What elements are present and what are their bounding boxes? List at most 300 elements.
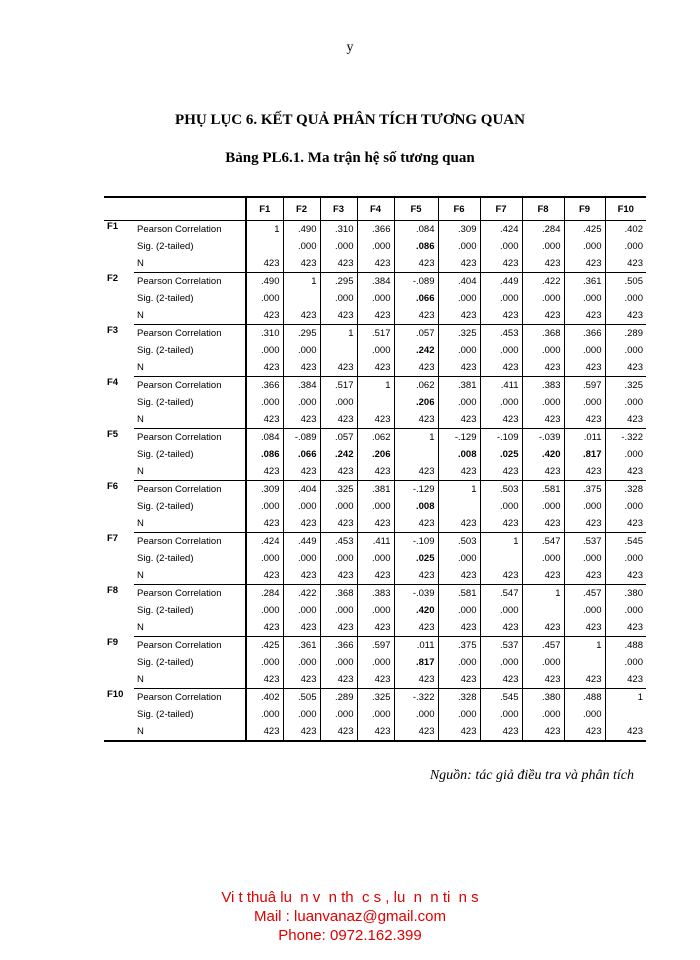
cell-n-f7: 423: [480, 255, 522, 273]
cell-pearson-f8: 1: [522, 585, 564, 603]
cell-pearson-f10: .325: [605, 377, 646, 395]
cell-n-f5: 423: [394, 411, 438, 429]
column-header-f4: F4: [357, 197, 394, 221]
cell-sig-f4: .000: [357, 654, 394, 671]
row-statistic-label: N: [134, 359, 246, 377]
row-statistic-label: Pearson Correlation: [137, 484, 222, 495]
cell-sig-f10: .000: [605, 290, 646, 307]
cell-n-f10: 423: [605, 411, 646, 429]
cell-n-f7: 423: [480, 515, 522, 533]
cell-sig-f8: .000: [522, 706, 564, 723]
cell-pearson-f7: .411: [480, 377, 522, 395]
table-row: [104, 342, 646, 359]
cell-n-f10: 423: [605, 463, 646, 481]
cell-n-f9: 423: [564, 567, 605, 585]
cell-pearson-f9: .537: [564, 533, 605, 551]
cell-pearson-f8: -.039: [522, 429, 564, 447]
cell-sig-f10: .000: [605, 238, 646, 255]
table-row: [104, 463, 646, 481]
row-statistic-label: N: [134, 411, 246, 429]
cell-pearson-f7: .503: [480, 481, 522, 499]
cell-sig-f4: .000: [357, 290, 394, 307]
column-header-f1: F1: [246, 197, 283, 221]
row-statistic-label: Sig. (2-tailed): [137, 241, 194, 252]
row-statistic-label: N: [134, 723, 246, 741]
cell-n-f5: 423: [394, 723, 438, 741]
cell-sig-f8: [522, 602, 564, 619]
footer-contact: [0, 888, 700, 945]
cell-pearson-f7: .547: [480, 585, 522, 603]
table-row: [104, 515, 646, 533]
cell-sig-f1: .000: [246, 498, 283, 515]
cell-n-f6: 423: [438, 307, 480, 325]
cell-sig-f2: .000: [283, 654, 320, 671]
cell-n-f3: 423: [320, 619, 357, 637]
footer-line-1: Vi t thuâ lu n v n th c s , lu n n ti n s: [221, 889, 479, 906]
cell-pearson-f10: .328: [605, 481, 646, 499]
row-statistic-label: N: [134, 463, 246, 481]
cell-sig-f7: .000: [480, 654, 522, 671]
column-header-f3: F3: [320, 197, 357, 221]
cell-sig-f8: .000: [522, 654, 564, 671]
row-statistic-label: N: [134, 307, 246, 325]
cell-pearson-f10: .488: [605, 637, 646, 655]
cell-n-f6: 423: [438, 515, 480, 533]
cell-sig-f4: .206: [357, 446, 394, 463]
cell-pearson-f2: 1: [283, 273, 320, 291]
cell-n-f10: 423: [605, 359, 646, 377]
cell-sig-f1: .000: [246, 654, 283, 671]
cell-pearson-f9: .375: [564, 481, 605, 499]
cell-pearson-f6: .309: [438, 221, 480, 239]
cell-sig-f3: [320, 342, 357, 359]
cell-n-f4: 423: [357, 255, 394, 273]
table-row: [104, 325, 646, 343]
cell-sig-f9: [564, 654, 605, 671]
cell-pearson-f2: .422: [283, 585, 320, 603]
row-variable-label: F5: [107, 428, 119, 440]
row-statistic-label: N: [134, 515, 246, 533]
cell-n-f9: 423: [564, 619, 605, 637]
row-statistic-label: Sig. (2-tailed): [137, 553, 194, 564]
cell-sig-f3: .242: [320, 446, 357, 463]
cell-n-f1: 423: [246, 515, 283, 533]
cell-sig-f8: .420: [522, 446, 564, 463]
cell-sig-f2: [283, 290, 320, 307]
cell-sig-f10: .000: [605, 498, 646, 515]
cell-pearson-f1: .402: [246, 689, 283, 707]
cell-n-f2: 423: [283, 723, 320, 741]
cell-sig-f6: .000: [438, 602, 480, 619]
cell-sig-f4: .000: [357, 550, 394, 567]
row-statistic-label: Pearson Correlation: [137, 432, 222, 443]
table-row: [104, 706, 646, 723]
table-row: [104, 377, 646, 395]
cell-sig-f7: .000: [480, 602, 522, 619]
cell-pearson-f8: .368: [522, 325, 564, 343]
cell-pearson-f9: .366: [564, 325, 605, 343]
cell-n-f10: 423: [605, 567, 646, 585]
column-header-f7: F7: [480, 197, 522, 221]
cell-sig-f3: .000: [320, 654, 357, 671]
cell-n-f5: 423: [394, 619, 438, 637]
cell-sig-f10: .000: [605, 602, 646, 619]
cell-pearson-f7: .424: [480, 221, 522, 239]
cell-n-f2: 423: [283, 567, 320, 585]
cell-pearson-f2: .505: [283, 689, 320, 707]
cell-pearson-f7: 1: [480, 533, 522, 551]
table-row: [104, 654, 646, 671]
cell-pearson-f10: .402: [605, 221, 646, 239]
table-row: [104, 619, 646, 637]
column-header-f2: F2: [283, 197, 320, 221]
cell-sig-f9: .000: [564, 706, 605, 723]
cell-pearson-f7: .449: [480, 273, 522, 291]
cell-n-f1: 423: [246, 411, 283, 429]
cell-pearson-f5: -.089: [394, 273, 438, 291]
cell-sig-f9: .000: [564, 290, 605, 307]
cell-sig-f6: .000: [438, 654, 480, 671]
cell-sig-f8: .000: [522, 394, 564, 411]
cell-sig-f2: .000: [283, 238, 320, 255]
cell-n-f9: 423: [564, 411, 605, 429]
cell-pearson-f4: .366: [357, 221, 394, 239]
cell-n-f6: 423: [438, 723, 480, 741]
cell-sig-f6: .000: [438, 342, 480, 359]
cell-n-f3: 423: [320, 255, 357, 273]
correlation-matrix-table: [104, 196, 646, 742]
cell-sig-f1: .000: [246, 550, 283, 567]
cell-sig-f8: .000: [522, 342, 564, 359]
cell-n-f7: 423: [480, 307, 522, 325]
row-variable-label: F8: [107, 584, 119, 596]
row-statistic-label: Pearson Correlation: [137, 224, 222, 235]
cell-pearson-f8: .422: [522, 273, 564, 291]
cell-n-f2: 423: [283, 463, 320, 481]
table-row: [104, 637, 646, 655]
row-statistic-label: Sig. (2-tailed): [137, 709, 194, 720]
cell-sig-f9: .000: [564, 602, 605, 619]
cell-sig-f2: .000: [283, 602, 320, 619]
cell-pearson-f10: .545: [605, 533, 646, 551]
column-header-f9: F9: [564, 197, 605, 221]
header-row: [104, 197, 646, 221]
cell-n-f1: 423: [246, 463, 283, 481]
cell-pearson-f3: 1: [320, 325, 357, 343]
table-row: [104, 221, 646, 239]
cell-pearson-f8: .383: [522, 377, 564, 395]
row-statistic-label: Pearson Correlation: [137, 328, 222, 339]
cell-n-f6: 423: [438, 619, 480, 637]
row-statistic-label: N: [134, 619, 246, 637]
cell-pearson-f8: .581: [522, 481, 564, 499]
cell-sig-f2: .066: [283, 446, 320, 463]
row-variable-label: F10: [107, 688, 124, 700]
footer-email: Mail : luanvanaz@gmail.com: [254, 908, 446, 925]
table-row: [104, 585, 646, 603]
cell-n-f6: 423: [438, 671, 480, 689]
cell-pearson-f9: .457: [564, 585, 605, 603]
cell-n-f4: 423: [357, 619, 394, 637]
cell-n-f3: 423: [320, 307, 357, 325]
cell-pearson-f5: -.039: [394, 585, 438, 603]
cell-n-f1: 423: [246, 359, 283, 377]
cell-pearson-f2: .295: [283, 325, 320, 343]
cell-sig-f3: .000: [320, 706, 357, 723]
cell-pearson-f3: .366: [320, 637, 357, 655]
cell-sig-f5: .242: [394, 342, 438, 359]
table-row: [104, 238, 646, 255]
cell-n-f6: 423: [438, 255, 480, 273]
cell-n-f1: 423: [246, 619, 283, 637]
table-row: [104, 446, 646, 463]
cell-pearson-f1: .366: [246, 377, 283, 395]
cell-n-f4: 423: [357, 567, 394, 585]
cell-sig-f3: .000: [320, 238, 357, 255]
cell-sig-f4: .000: [357, 238, 394, 255]
cell-sig-f1: [246, 238, 283, 255]
header-empty-cell: [134, 197, 246, 221]
table-row: [104, 498, 646, 515]
cell-n-f9: 423: [564, 359, 605, 377]
table-row: [104, 723, 646, 741]
cell-n-f2: 423: [283, 515, 320, 533]
cell-pearson-f1: .425: [246, 637, 283, 655]
cell-pearson-f8: .457: [522, 637, 564, 655]
cell-pearson-f3: .517: [320, 377, 357, 395]
cell-pearson-f10: .289: [605, 325, 646, 343]
cell-sig-f3: .000: [320, 394, 357, 411]
cell-pearson-f6: 1: [438, 481, 480, 499]
cell-sig-f2: .000: [283, 394, 320, 411]
cell-n-f7: 423: [480, 567, 522, 585]
cell-sig-f5: .008: [394, 498, 438, 515]
cell-sig-f9: .000: [564, 550, 605, 567]
cell-n-f9: 423: [564, 463, 605, 481]
cell-sig-f6: .008: [438, 446, 480, 463]
cell-n-f8: 423: [522, 567, 564, 585]
cell-sig-f4: .000: [357, 342, 394, 359]
cell-pearson-f6: -.129: [438, 429, 480, 447]
cell-sig-f6: .000: [438, 550, 480, 567]
cell-pearson-f1: .310: [246, 325, 283, 343]
cell-sig-f8: .000: [522, 498, 564, 515]
cell-pearson-f1: .490: [246, 273, 283, 291]
cell-pearson-f4: .062: [357, 429, 394, 447]
cell-sig-f2: .000: [283, 498, 320, 515]
cell-sig-f9: .000: [564, 394, 605, 411]
cell-sig-f2: .000: [283, 550, 320, 567]
cell-pearson-f9: .597: [564, 377, 605, 395]
cell-pearson-f1: .424: [246, 533, 283, 551]
cell-pearson-f5: .057: [394, 325, 438, 343]
cell-pearson-f7: -.109: [480, 429, 522, 447]
table-row: [104, 411, 646, 429]
table-row: [104, 671, 646, 689]
cell-sig-f9: .817: [564, 446, 605, 463]
row-statistic-label: Sig. (2-tailed): [137, 657, 194, 668]
cell-n-f10: 423: [605, 255, 646, 273]
column-header-f8: F8: [522, 197, 564, 221]
row-statistic-label: Pearson Correlation: [137, 536, 222, 547]
cell-pearson-f2: .449: [283, 533, 320, 551]
cell-sig-f4: .000: [357, 498, 394, 515]
cell-n-f1: 423: [246, 723, 283, 741]
cell-n-f8: 423: [522, 515, 564, 533]
cell-n-f5: 423: [394, 307, 438, 325]
row-variable-label: F9: [107, 636, 119, 648]
row-statistic-label: Pearson Correlation: [137, 640, 222, 651]
cell-pearson-f5: 1: [394, 429, 438, 447]
cell-n-f5: 423: [394, 359, 438, 377]
cell-n-f2: 423: [283, 619, 320, 637]
cell-n-f3: 423: [320, 671, 357, 689]
table-row: [104, 394, 646, 411]
cell-sig-f5: .066: [394, 290, 438, 307]
cell-sig-f1: .000: [246, 602, 283, 619]
table-row: [104, 255, 646, 273]
cell-n-f3: 423: [320, 567, 357, 585]
cell-pearson-f6: .328: [438, 689, 480, 707]
cell-n-f4: 423: [357, 515, 394, 533]
cell-pearson-f6: .325: [438, 325, 480, 343]
cell-pearson-f6: .581: [438, 585, 480, 603]
cell-sig-f5: [394, 446, 438, 463]
cell-pearson-f5: -.109: [394, 533, 438, 551]
cell-n-f8: 423: [522, 463, 564, 481]
cell-n-f7: 423: [480, 411, 522, 429]
table-row: [104, 689, 646, 707]
cell-sig-f9: .000: [564, 498, 605, 515]
row-statistic-label: Pearson Correlation: [137, 588, 222, 599]
row-variable-label: F7: [107, 532, 119, 544]
cell-pearson-f4: .383: [357, 585, 394, 603]
cell-pearson-f6: .404: [438, 273, 480, 291]
cell-sig-f3: .000: [320, 550, 357, 567]
table-row: [104, 533, 646, 551]
cell-pearson-f3: .310: [320, 221, 357, 239]
cell-pearson-f5: -.129: [394, 481, 438, 499]
row-statistic-label: N: [134, 671, 246, 689]
cell-pearson-f9: 1: [564, 637, 605, 655]
cell-n-f8: 423: [522, 619, 564, 637]
cell-sig-f2: .000: [283, 342, 320, 359]
row-statistic-label: Sig. (2-tailed): [137, 449, 194, 460]
table-row: [104, 550, 646, 567]
cell-pearson-f1: .284: [246, 585, 283, 603]
cell-sig-f4: .000: [357, 706, 394, 723]
header-empty-cell: [104, 197, 134, 221]
cell-pearson-f3: .368: [320, 585, 357, 603]
cell-sig-f6: .000: [438, 290, 480, 307]
cell-pearson-f1: .084: [246, 429, 283, 447]
cell-n-f9: 423: [564, 671, 605, 689]
cell-pearson-f8: .380: [522, 689, 564, 707]
cell-sig-f6: .000: [438, 394, 480, 411]
cell-sig-f1: .000: [246, 706, 283, 723]
cell-n-f7: 423: [480, 723, 522, 741]
table-title: Bảng PL6.1. Ma trận hệ số tương quan: [225, 150, 475, 166]
cell-sig-f7: .000: [480, 706, 522, 723]
cell-sig-f9: .000: [564, 342, 605, 359]
cell-sig-f10: [605, 706, 646, 723]
cell-n-f7: 423: [480, 463, 522, 481]
cell-sig-f7: .000: [480, 498, 522, 515]
cell-n-f8: 423: [522, 411, 564, 429]
cell-sig-f3: .000: [320, 290, 357, 307]
cell-pearson-f6: .375: [438, 637, 480, 655]
cell-sig-f1: .000: [246, 290, 283, 307]
cell-n-f4: 423: [357, 359, 394, 377]
cell-sig-f10: .000: [605, 394, 646, 411]
cell-n-f8: 423: [522, 671, 564, 689]
column-header-f10: F10: [605, 197, 646, 221]
table-row: [104, 481, 646, 499]
cell-sig-f5: .206: [394, 394, 438, 411]
cell-sig-f1: .000: [246, 394, 283, 411]
cell-sig-f4: .000: [357, 602, 394, 619]
cell-pearson-f10: -.322: [605, 429, 646, 447]
table-row: [104, 290, 646, 307]
cell-pearson-f3: .325: [320, 481, 357, 499]
cell-n-f5: 423: [394, 515, 438, 533]
cell-pearson-f5: .011: [394, 637, 438, 655]
cell-n-f4: 423: [357, 671, 394, 689]
cell-pearson-f9: .361: [564, 273, 605, 291]
cell-pearson-f4: .517: [357, 325, 394, 343]
cell-sig-f7: .000: [480, 290, 522, 307]
cell-n-f9: 423: [564, 307, 605, 325]
cell-pearson-f10: .505: [605, 273, 646, 291]
cell-n-f2: 423: [283, 307, 320, 325]
column-header-f5: F5: [394, 197, 438, 221]
cell-sig-f7: [480, 550, 522, 567]
cell-n-f4: 423: [357, 463, 394, 481]
cell-n-f9: 423: [564, 723, 605, 741]
cell-pearson-f5: .062: [394, 377, 438, 395]
cell-n-f10: 423: [605, 723, 646, 741]
cell-pearson-f7: .545: [480, 689, 522, 707]
row-statistic-label: N: [134, 567, 246, 585]
cell-n-f5: 423: [394, 671, 438, 689]
row-statistic-label: N: [134, 255, 246, 273]
cell-sig-f7: .000: [480, 342, 522, 359]
cell-sig-f3: .000: [320, 602, 357, 619]
cell-n-f5: 423: [394, 567, 438, 585]
cell-pearson-f3: .289: [320, 689, 357, 707]
cell-sig-f6: .000: [438, 706, 480, 723]
cell-n-f9: 423: [564, 255, 605, 273]
cell-pearson-f9: .488: [564, 689, 605, 707]
cell-sig-f6: [438, 498, 480, 515]
row-variable-label: F3: [107, 324, 119, 336]
cell-pearson-f6: .381: [438, 377, 480, 395]
cell-sig-f7: .000: [480, 238, 522, 255]
cell-pearson-f4: .597: [357, 637, 394, 655]
cell-sig-f7: .000: [480, 394, 522, 411]
row-statistic-label: Sig. (2-tailed): [137, 397, 194, 408]
cell-n-f10: 423: [605, 619, 646, 637]
row-statistic-label: Sig. (2-tailed): [137, 345, 194, 356]
cell-sig-f8: .000: [522, 238, 564, 255]
row-statistic-label: Sig. (2-tailed): [137, 605, 194, 616]
cell-sig-f4: [357, 394, 394, 411]
cell-pearson-f4: .384: [357, 273, 394, 291]
cell-n-f10: 423: [605, 307, 646, 325]
cell-n-f9: 423: [564, 515, 605, 533]
cell-n-f2: 423: [283, 411, 320, 429]
appendix-title: PHỤ LỤC 6. KẾT QUẢ PHÂN TÍCH TƯƠNG QUAN: [175, 112, 525, 128]
